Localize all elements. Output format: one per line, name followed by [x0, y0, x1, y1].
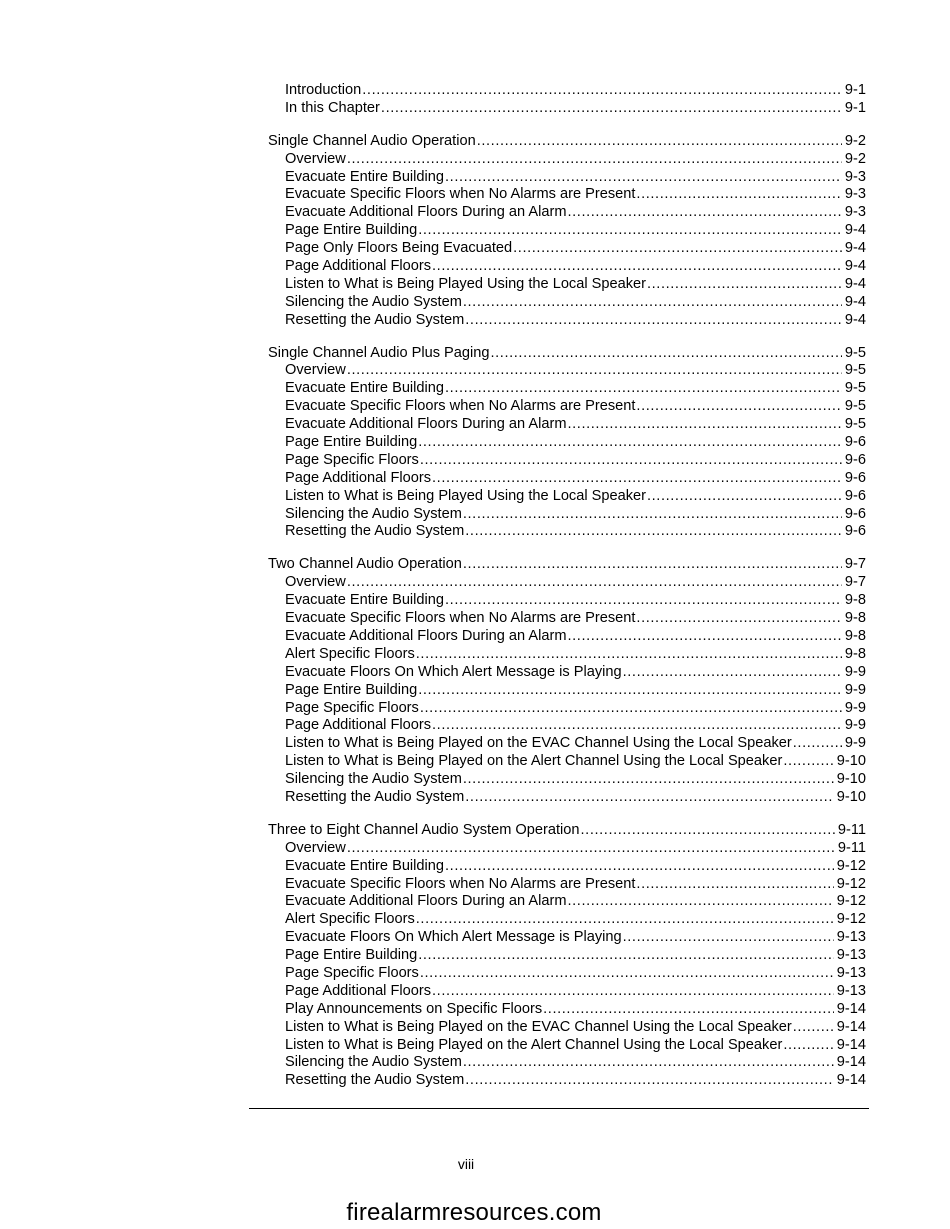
toc-dot-leader [420, 452, 842, 470]
toc-entry-page: 9-6 [844, 505, 866, 522]
toc-entry-page: 9-12 [836, 911, 866, 928]
toc-entry[interactable] [268, 628, 866, 646]
page-number: viii [457, 1156, 475, 1172]
toc-entry[interactable] [268, 276, 866, 294]
toc-entry-title: Overview [285, 574, 346, 591]
toc-entry-title: Page Additional Floors [285, 982, 432, 999]
toc-entry-page: 9-3 [844, 186, 866, 203]
toc-entry-page: 9-9 [844, 699, 866, 716]
toc-entry[interactable] [268, 664, 866, 682]
toc-entry-page: 9-11 [837, 839, 866, 856]
toc-dot-leader [362, 82, 842, 100]
toc-dot-leader [445, 592, 842, 610]
toc-dot-leader [445, 380, 842, 398]
toc-entry-title: Listen to What is Being Played on the EVAC Channel Using the Local Speaker [285, 1018, 792, 1035]
toc-entry-title: Alert Specific Floors [285, 645, 415, 662]
toc-entry-page: 9-3 [844, 168, 866, 185]
toc-entry-title: Listen to What is Being Played Using the Local Speaker [285, 487, 646, 504]
toc-entry[interactable] [268, 876, 866, 894]
toc-entry-page: 9-14 [836, 1036, 866, 1053]
toc-section [268, 82, 866, 118]
toc-entry[interactable] [268, 646, 866, 664]
toc-entry-page: 9-14 [836, 1072, 866, 1089]
toc-dot-leader [420, 700, 842, 718]
toc-dot-leader [465, 1072, 834, 1090]
toc-entry[interactable] [268, 416, 866, 434]
toc-entry[interactable] [268, 452, 866, 470]
toc-entry-page: 9-14 [836, 1000, 866, 1017]
toc-dot-leader [347, 151, 842, 169]
toc-entry[interactable] [268, 700, 866, 718]
toc-entry-page: 9-6 [844, 487, 866, 504]
toc-dot-leader [477, 133, 842, 151]
toc-dot-leader [623, 929, 834, 947]
toc-entry-page: 9-6 [844, 469, 866, 486]
toc-dot-leader [347, 362, 842, 380]
toc-entry[interactable] [268, 1072, 866, 1090]
toc-dot-leader [418, 682, 842, 700]
toc-entry[interactable] [268, 1037, 866, 1055]
toc-entry-page: 9-9 [844, 663, 866, 680]
toc-entry-title: Page Additional Floors [285, 258, 432, 275]
toc-entry-title: Listen to What is Being Played Using the Local Speaker [285, 275, 646, 292]
toc-entry-title: Page Entire Building [285, 222, 418, 239]
toc-entry-title: Evacuate Entire Building [285, 592, 445, 609]
toc-dot-leader [420, 965, 834, 983]
toc-entry-page: 9-4 [844, 222, 866, 239]
toc-entry[interactable] [268, 911, 866, 929]
toc-entry-page: 9-13 [836, 982, 866, 999]
toc-entry[interactable] [268, 151, 866, 169]
toc-entry[interactable] [268, 380, 866, 398]
toc-entry-title: Page Entire Building [285, 434, 418, 451]
toc-entry-title: Evacuate Specific Floors when No Alarms are Present [285, 398, 636, 415]
toc-entry-title: Page Only Floors Being Evacuated [285, 240, 513, 257]
toc-entry[interactable] [268, 506, 866, 524]
toc-entry-title: Evacuate Additional Floors During an Alarm [285, 204, 567, 221]
toc-entry-title: Overview [285, 150, 346, 167]
toc-entry-title: Evacuate Specific Floors when No Alarms are Present [285, 610, 636, 627]
toc-heading-entry[interactable] [268, 345, 866, 363]
toc-entry[interactable] [268, 100, 866, 118]
toc-entry-title: Listen to What is Being Played on the EVAC Channel Using the Local Speaker [285, 735, 792, 752]
toc-entry[interactable] [268, 717, 866, 735]
toc-entry-title: Silencing the Audio System [285, 293, 462, 310]
toc-entry-page: 9-4 [844, 240, 866, 257]
toc-entry-page: 9-6 [844, 523, 866, 540]
toc-entry-page: 9-6 [844, 451, 866, 468]
toc-entry-title: Page Specific Floors [285, 451, 419, 468]
toc-entry[interactable] [268, 523, 866, 541]
toc-dot-leader [636, 610, 841, 628]
toc-entry-title: Silencing the Audio System [285, 505, 462, 522]
toc-entry-title: Play Announcements on Specific Floors [285, 1000, 543, 1017]
toc-entry[interactable] [268, 735, 866, 753]
toc-entry-title: In this Chapter [285, 99, 380, 116]
toc-entry-page: 9-9 [844, 717, 866, 734]
toc-dot-leader [568, 628, 842, 646]
toc-entry-page: 9-9 [844, 735, 866, 752]
toc-entry-page: 9-13 [836, 964, 866, 981]
toc-entry-title: Listen to What is Being Played on the Alert Channel Using the Local Speaker [285, 753, 783, 770]
toc-dot-leader [513, 240, 842, 258]
toc-dot-leader [463, 506, 842, 524]
toc-entry[interactable] [268, 840, 866, 858]
toc-entry-title: Alert Specific Floors [285, 911, 415, 928]
toc-entry-title: Overview [285, 839, 346, 856]
toc-entry-page: 9-8 [844, 627, 866, 644]
toc-dot-leader [793, 1019, 834, 1037]
toc-dot-leader [381, 100, 842, 118]
toc-dot-leader [418, 222, 842, 240]
toc-entry-page: 9-14 [836, 1018, 866, 1035]
toc-dot-leader [568, 416, 842, 434]
toc-entry-page: 9-4 [844, 258, 866, 275]
toc-entry-page: 9-5 [844, 380, 866, 397]
toc-entry-page: 9-10 [836, 753, 866, 770]
toc-section [268, 822, 866, 1090]
toc-dot-leader [793, 735, 842, 753]
toc-dot-leader [491, 345, 842, 363]
toc-entry-page: 9-8 [844, 645, 866, 662]
toc-entry-title: Evacuate Specific Floors when No Alarms are Present [285, 875, 636, 892]
toc-heading-entry[interactable] [268, 556, 866, 574]
toc-entry-title: Resetting the Audio System [285, 788, 465, 805]
toc-entry[interactable] [268, 771, 866, 789]
toc-dot-leader [347, 840, 835, 858]
toc-entry-title: Evacuate Additional Floors During an Alarm [285, 416, 567, 433]
toc-entry-page: 9-10 [836, 788, 866, 805]
toc-entry-page: 9-12 [836, 893, 866, 910]
toc-entry-title: Page Specific Floors [285, 699, 419, 716]
toc-section [268, 133, 866, 330]
toc-entry-page: 9-3 [844, 204, 866, 221]
toc-entry-title: Page Entire Building [285, 947, 418, 964]
toc-dot-leader [581, 822, 835, 840]
toc-dot-leader [463, 771, 834, 789]
toc-entry[interactable] [268, 753, 866, 771]
toc-dot-leader [783, 1037, 833, 1055]
toc-entry[interactable] [268, 893, 866, 911]
toc-entry[interactable] [268, 1019, 866, 1037]
toc-dot-leader [432, 470, 842, 488]
toc-entry[interactable] [268, 574, 866, 592]
toc-dot-leader [465, 312, 842, 330]
toc-entry[interactable] [268, 258, 866, 276]
toc-entry[interactable] [268, 294, 866, 312]
toc-dot-leader [432, 717, 842, 735]
toc-entry[interactable] [268, 204, 866, 222]
toc-entry-title: Introduction [285, 82, 362, 98]
toc-dot-leader [636, 186, 841, 204]
toc-entry[interactable] [268, 186, 866, 204]
toc-entry-title: Resetting the Audio System [285, 1072, 465, 1089]
toc-dot-leader [432, 258, 842, 276]
table-of-contents [268, 82, 866, 1105]
toc-dot-leader [636, 876, 833, 894]
toc-heading-entry[interactable] [268, 822, 866, 840]
toc-dot-leader [568, 204, 842, 222]
toc-entry-page: 9-12 [836, 857, 866, 874]
toc-dot-leader [463, 294, 842, 312]
toc-entry-page: 9-5 [844, 398, 866, 415]
toc-entry-title: Evacuate Entire Building [285, 168, 445, 185]
toc-dot-leader [465, 789, 834, 807]
toc-entry-page: 9-7 [844, 574, 866, 591]
toc-entry[interactable] [268, 362, 866, 380]
toc-dot-leader [445, 169, 842, 187]
toc-entry-page: 9-2 [844, 150, 866, 167]
toc-dot-leader [647, 488, 842, 506]
toc-entry-page: 9-7 [844, 556, 866, 573]
toc-entry-title: Three to Eight Channel Audio System Operation [268, 821, 580, 838]
toc-entry-page: 9-13 [836, 929, 866, 946]
toc-entry[interactable] [268, 169, 866, 187]
toc-entry-page: 9-8 [844, 610, 866, 627]
toc-entry[interactable] [268, 682, 866, 700]
toc-dot-leader [445, 858, 834, 876]
toc-entry-page: 9-13 [836, 947, 866, 964]
toc-entry-page: 9-5 [844, 344, 866, 361]
toc-dot-leader [418, 947, 834, 965]
toc-entry-title: Evacuate Additional Floors During an Alarm [285, 893, 567, 910]
toc-entry-page: 9-1 [844, 99, 866, 116]
toc-dot-leader [432, 983, 834, 1001]
toc-entry-page: 9-5 [844, 416, 866, 433]
toc-entry-title: Resetting the Audio System [285, 523, 465, 540]
toc-entry-page: 9-9 [844, 681, 866, 698]
toc-entry-title: Single Channel Audio Operation [268, 132, 476, 149]
toc-dot-leader [623, 664, 842, 682]
toc-entry-title: Silencing the Audio System [285, 771, 462, 788]
toc-entry-title: Overview [285, 362, 346, 379]
toc-entry[interactable] [268, 592, 866, 610]
toc-entry-title: Single Channel Audio Plus Paging [268, 344, 490, 361]
toc-dot-leader [416, 646, 842, 664]
toc-dot-leader [543, 1001, 834, 1019]
toc-entry-page: 9-6 [844, 434, 866, 451]
toc-entry-page: 9-1 [844, 82, 866, 98]
toc-entry-page: 9-4 [844, 275, 866, 292]
toc-entry[interactable] [268, 789, 866, 807]
toc-entry-title: Resetting the Audio System [285, 311, 465, 328]
toc-entry-title: Two Channel Audio Operation [268, 556, 462, 573]
toc-entry[interactable] [268, 470, 866, 488]
toc-dot-leader [418, 434, 842, 452]
toc-entry-title: Evacuate Floors On Which Alert Message is Playing [285, 929, 622, 946]
toc-entry[interactable] [268, 488, 866, 506]
toc-entry[interactable] [268, 82, 866, 100]
toc-dot-leader [568, 893, 834, 911]
toc-dot-leader [463, 1054, 834, 1072]
toc-entry-page: 9-11 [837, 821, 866, 838]
toc-entry[interactable] [268, 983, 866, 1001]
toc-entry[interactable] [268, 240, 866, 258]
toc-entry-page: 9-12 [836, 875, 866, 892]
watermark-text: firealarmresources.com [346, 1199, 602, 1226]
toc-entry-title: Page Entire Building [285, 681, 418, 698]
toc-entry[interactable] [268, 929, 866, 947]
toc-section [268, 345, 866, 542]
toc-entry-title: Page Additional Floors [285, 717, 432, 734]
toc-entry[interactable] [268, 1054, 866, 1072]
toc-entry[interactable] [268, 222, 866, 240]
toc-dot-leader [465, 523, 842, 541]
toc-entry-page: 9-2 [844, 132, 866, 149]
toc-entry[interactable] [268, 858, 866, 876]
toc-entry-title: Evacuate Specific Floors when No Alarms are Present [285, 186, 636, 203]
toc-entry-title: Evacuate Floors On Which Alert Message is Playing [285, 663, 622, 680]
toc-section [268, 556, 866, 806]
toc-entry-title: Evacuate Additional Floors During an Alarm [285, 627, 567, 644]
toc-entry-title: Evacuate Entire Building [285, 857, 445, 874]
toc-entry[interactable] [268, 965, 866, 983]
toc-entry-title: Page Specific Floors [285, 964, 419, 981]
toc-entry[interactable] [268, 610, 866, 628]
toc-dot-leader [636, 398, 841, 416]
toc-dot-leader [783, 753, 833, 771]
toc-entry-title: Evacuate Entire Building [285, 380, 445, 397]
toc-entry-page: 9-8 [844, 592, 866, 609]
toc-entry-page: 9-10 [836, 771, 866, 788]
toc-entry-page: 9-14 [836, 1054, 866, 1071]
toc-dot-leader [416, 911, 834, 929]
toc-dot-leader [347, 574, 842, 592]
toc-dot-leader [463, 556, 842, 574]
toc-dot-leader [647, 276, 842, 294]
toc-entry-title: Silencing the Audio System [285, 1054, 462, 1071]
toc-heading-entry[interactable] [268, 133, 866, 151]
toc-entry-title: Listen to What is Being Played on the Alert Channel Using the Local Speaker [285, 1036, 783, 1053]
toc-entry-title: Page Additional Floors [285, 469, 432, 486]
toc-entry[interactable] [268, 434, 866, 452]
toc-entry[interactable] [268, 398, 866, 416]
toc-entry[interactable] [268, 947, 866, 965]
toc-entry[interactable] [268, 312, 866, 330]
toc-entry-page: 9-4 [844, 293, 866, 310]
toc-entry[interactable] [268, 1001, 866, 1019]
toc-entry-page: 9-4 [844, 311, 866, 328]
footer-divider [249, 1108, 869, 1109]
toc-entry-page: 9-5 [844, 362, 866, 379]
